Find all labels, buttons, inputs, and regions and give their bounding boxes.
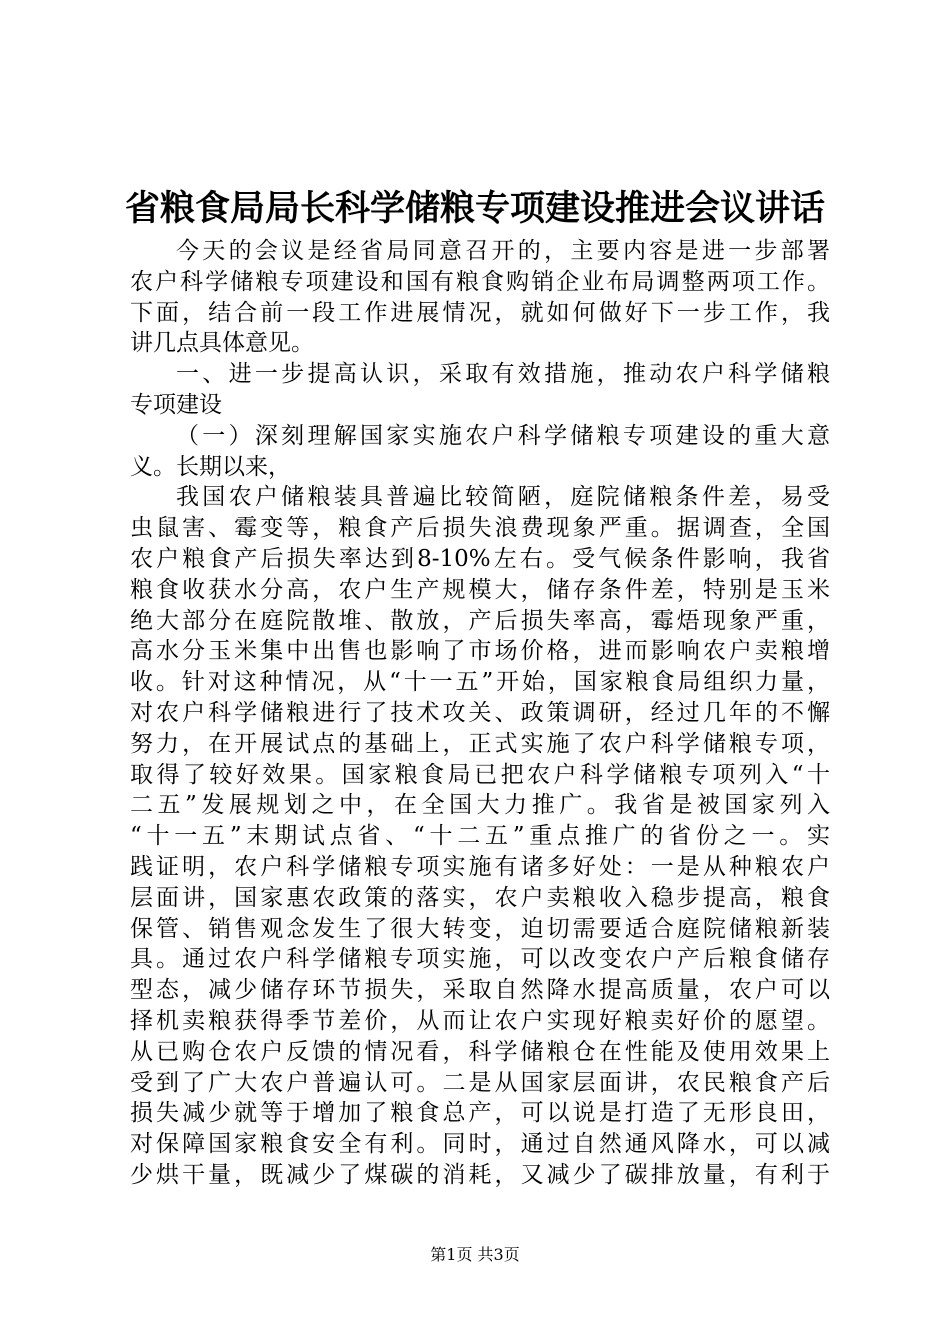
paragraph-line: 受到了广大农户普遍认可。二是从国家层面讲，农民粮食产后 xyxy=(130,1069,830,1096)
paragraph-line: 讲几点具体意见。 xyxy=(130,330,314,357)
paragraph-line: 践证明，农户科学储粮专项实施有诸多好处：一是从种粮农户 xyxy=(130,853,830,880)
paragraph-line: 型态，减少储存环节损失，采取自然降水提高质量，农户可以 xyxy=(130,977,830,1004)
paragraph-line: 择机卖粮获得季节差价，从而让农户实现好粮卖好价的愿望。 xyxy=(130,1007,830,1034)
paragraph-line: 努力，在开展试点的基础上，正式实施了农户科学储粮专项， xyxy=(130,730,830,757)
paragraph-line: 今天的会议是经省局同意召开的，主要内容是进一步部署 xyxy=(176,238,830,264)
paragraph-line: 农户科学储粮专项建设和国有粮食购销企业布局调整两项工作。 xyxy=(130,268,830,295)
page-number-footer: 第1页 共3页 xyxy=(430,1245,520,1264)
paragraph-line: 对保障国家粮食安全有利。同时，通过自然通风降水，可以减 xyxy=(130,1131,830,1158)
paragraph-line: 取得了较好效果。国家粮食局已把农户科学储粮专项列入“十 xyxy=(130,761,830,788)
paragraph-line: 具。通过农户科学储粮专项实施，可以改变农户产后粮食储存 xyxy=(130,946,830,973)
paragraph-line: 损失减少就等于增加了粮食总产，可以说是打造了无形良田， xyxy=(130,1100,830,1127)
paragraph-line: 层面讲，国家惠农政策的落实，农户卖粮收入稳步提高，粮食 xyxy=(130,884,830,911)
paragraph-line: 高水分玉米集中出售也影响了市场价格，进而影响农户卖粮增 xyxy=(130,638,830,665)
paragraph-line: “十一五”末期试点省、“十二五”重点推广的省份之一。实 xyxy=(130,823,830,850)
paragraph-line: 收。针对这种情况，从“十一五”开始，国家粮食局组织力量， xyxy=(130,669,830,696)
paragraph-line: 对农户科学储粮进行了技术攻关、政策调研，经过几年的不懈 xyxy=(130,699,830,726)
paragraph-line: （一）深刻理解国家实施农户科学储粮专项建设的重大意 xyxy=(176,422,830,449)
paragraph-line: 从已购仓农户反馈的情况看，科学储粮仓在性能及使用效果上 xyxy=(130,1038,830,1065)
paragraph-line: 粮食收获水分高，农户生产规模大，储存条件差，特别是玉米 xyxy=(130,576,830,603)
paragraph-line: 保管、销售观念发生了很大转变，迫切需要适合庭院储粮新装 xyxy=(130,915,830,942)
paragraph-line: 义。长期以来， xyxy=(130,453,291,480)
paragraph-line: 农户粮食产后损失率达到8-10%左右。受气候条件影响，我省 xyxy=(130,545,830,572)
paragraph-line: 我国农户储粮装具普遍比较简陋，庭院储粮条件差，易受 xyxy=(176,484,830,511)
document-title: 省粮食局局长科学储粮专项建设推进会议讲话 xyxy=(124,188,825,229)
paragraph-line: 少烘干量，既减少了煤碳的消耗，又减少了碳排放量，有利于 xyxy=(130,1161,830,1188)
paragraph-line: 绝大部分在庭院散堆、散放，产后损失率高，霉焐现象严重， xyxy=(130,607,830,634)
paragraph-line: 下面，结合前一段工作进展情况，就如何做好下一步工作，我 xyxy=(130,299,830,326)
document-body xyxy=(130,236,830,1191)
paragraph-line: 专项建设 xyxy=(130,391,222,418)
paragraph-line: 虫鼠害、霉变等，粮食产后损失浪费现象严重。据调查，全国 xyxy=(130,515,830,542)
paragraph-line: 一、进一步提高认识，采取有效措施，推动农户科学储粮 xyxy=(176,361,830,388)
paragraph-line: 二五”发展规划之中，在全国大力推广。我省是被国家列入 xyxy=(130,792,830,819)
